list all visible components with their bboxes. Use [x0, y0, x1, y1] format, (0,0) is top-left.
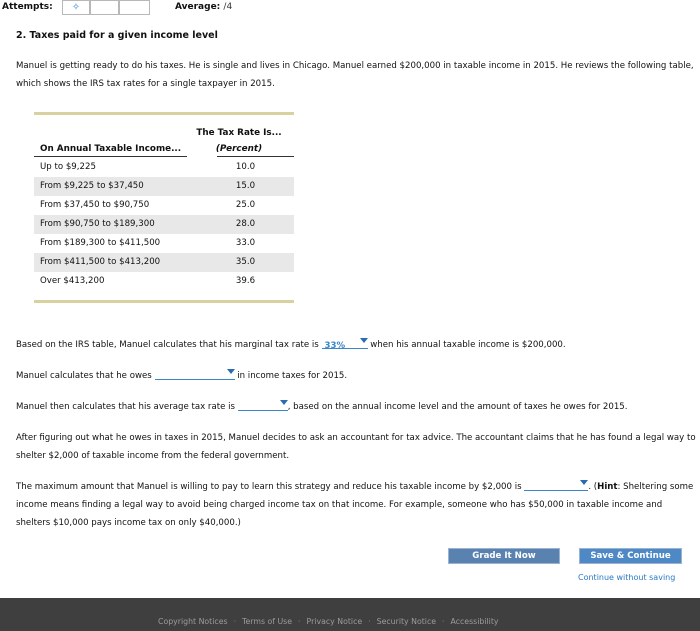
- rate-cell: 28.0: [235, 219, 256, 229]
- average-label-text: Average:: [175, 2, 221, 12]
- footer-link-copyright[interactable]: Copyright Notices: [158, 617, 228, 626]
- table-row: [34, 234, 294, 253]
- question-max-payment: [16, 478, 696, 532]
- header-underline-rate: [217, 156, 294, 157]
- average-value: /4: [223, 2, 233, 12]
- max-payment-value: [524, 483, 527, 493]
- q1-text-before: Based on the IRS table, Manuel calculates that his marginal tax rate is: [16, 340, 319, 350]
- average-rate-dropdown[interactable]: [238, 399, 288, 411]
- table-row: [34, 272, 294, 291]
- table-row: [34, 158, 294, 177]
- table-row: [34, 177, 294, 196]
- header-rate-line2: (Percent): [215, 144, 263, 154]
- taxes-owed-value: [155, 372, 158, 382]
- footer-link-privacy[interactable]: Privacy Notice: [306, 617, 363, 626]
- chevron-down-icon: [580, 480, 588, 485]
- q1-text-after: when his annual taxable income is $200,000.: [370, 340, 566, 350]
- footer-separator: ·: [442, 617, 445, 626]
- max-payment-dropdown[interactable]: [524, 479, 588, 491]
- rate-cell: 25.0: [235, 200, 256, 210]
- attempt-box-3[interactable]: [119, 0, 150, 15]
- q3-text-after: , based on the annual income level and the amount of taxes he owes for 2015.: [287, 402, 628, 412]
- income-cell: Up to $9,225: [40, 162, 96, 172]
- income-cell: From $90,750 to $189,300: [40, 219, 155, 229]
- rate-cell: 33.0: [235, 238, 256, 248]
- chevron-down-icon: [227, 369, 235, 374]
- footer-separator: ·: [233, 617, 237, 626]
- q2-text-after: in income taxes for 2015.: [237, 371, 348, 381]
- attempts-label: Attempts:: [2, 2, 53, 12]
- question-average-rate: [16, 398, 696, 416]
- footer-link-terms[interactable]: Terms of Use: [242, 617, 293, 626]
- rate-cell: 39.6: [235, 276, 256, 286]
- page-footer: [0, 598, 700, 631]
- header-income: On Annual Taxable Income...: [40, 144, 182, 154]
- marginal-rate-value: 33%: [324, 341, 346, 351]
- tax-rate-table: [34, 112, 294, 303]
- q3-text-before: Manuel then calculates that his average tax rate is: [16, 402, 235, 412]
- header-rate-line1: The Tax Rate Is...: [196, 128, 282, 138]
- table-row: [34, 215, 294, 234]
- attempt-box-1[interactable]: [62, 0, 90, 15]
- chevron-down-icon: [280, 400, 288, 405]
- average-label: [175, 2, 232, 12]
- income-cell: From $37,450 to $90,750: [40, 200, 150, 210]
- hint-label: Hint: [597, 482, 618, 492]
- accountant-paragraph: After figuring out what he owes in taxes in 2015, Manuel decides to ask an accountant for tax advice. The accountant claims that he has found a legal way to shelter $2,000 of taxable income from the federal government.: [16, 433, 696, 461]
- footer-links: [158, 617, 499, 626]
- taxes-owed-dropdown[interactable]: [155, 368, 235, 380]
- income-cell: From $189,300 to $411,500: [40, 238, 161, 248]
- grade-it-now-button[interactable]: Grade It Now: [448, 548, 560, 564]
- attempts-bar: [0, 0, 700, 18]
- attempt-indicator-icon: ✧: [71, 2, 81, 13]
- question-intro: Manuel is getting ready to do his taxes. He is single and lives in Chicago. Manuel earned $200,000 in taxable income in 2015. He reviews the following table, which shows the IRS tax rates for a single taxpayer in 2015.: [16, 61, 694, 89]
- table-row: [34, 253, 294, 272]
- rate-cell: 35.0: [235, 257, 256, 267]
- marginal-rate-dropdown[interactable]: [322, 337, 368, 349]
- q5-hint-text: : Sheltering some income means finding a legal way to avoid being charged income tax on that income. For example, someone who has $50,000 in taxable income and shelters $10,000 pays income tax on only $40,000.): [16, 482, 694, 528]
- average-rate-value: [238, 403, 241, 413]
- q2-text-before: Manuel calculates that he owes: [16, 371, 152, 381]
- header-underline-income: [34, 156, 187, 157]
- footer-separator: ·: [368, 617, 371, 626]
- question-heading: 2. Taxes paid for a given income level: [16, 30, 218, 41]
- q5-text-before: The maximum amount that Manuel is willing to pay to learn this strategy and reduce his taxable income by $2,000 is: [16, 482, 522, 492]
- footer-link-security[interactable]: Security Notice: [376, 617, 437, 626]
- table-header: [34, 115, 294, 158]
- footer-separator: ·: [298, 617, 301, 626]
- chevron-down-icon: [360, 338, 368, 343]
- income-cell: From $411,500 to $413,200: [40, 257, 161, 267]
- rate-cell: 15.0: [235, 181, 256, 191]
- question-marginal-rate: [16, 336, 696, 354]
- income-cell: From $9,225 to $37,450: [40, 181, 144, 191]
- q5-text-after-start: . (: [588, 482, 598, 492]
- footer-link-accessibility[interactable]: Accessibility: [450, 617, 499, 626]
- continue-without-saving-link[interactable]: Continue without saving: [578, 573, 676, 582]
- income-cell: Over $413,200: [40, 276, 105, 286]
- rate-cell: 10.0: [235, 162, 256, 172]
- save-continue-button[interactable]: Save & Continue: [579, 548, 682, 564]
- table-bottom-rule: [34, 300, 294, 303]
- question-taxes-owed: [16, 367, 696, 385]
- attempt-box-2[interactable]: [90, 0, 119, 15]
- table-row: [34, 196, 294, 215]
